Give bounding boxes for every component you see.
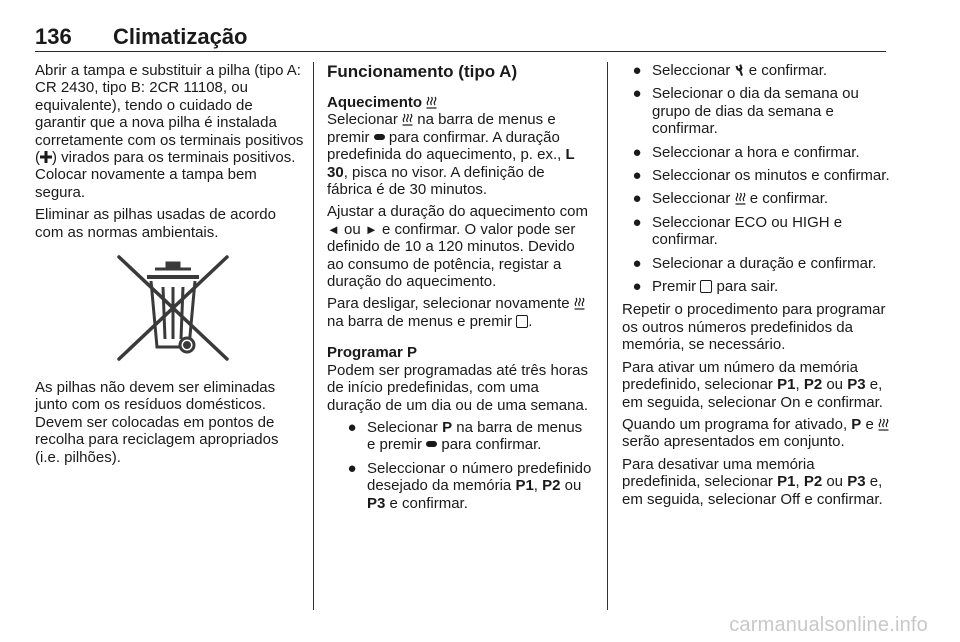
list-item: ● Premir para sair. (632, 278, 779, 296)
heating-icon (426, 96, 437, 109)
deactivate-paragraph: Para desativar uma memória predefinida, selecionar P1, P2 ou P3 e, em seguida, selecionar Off e confirmar. (622, 455, 883, 508)
battery-paragraph: Abrir a tampa e substituir a pilha (tipo A: CR 2430, tipo B: 2CR 11108, ou equivalente), tendo o cuidado de garantir que a nova pilha é instalada corretamente com os terminais positivos ( ) virados para os terminais positivos. Colocar novamente a tampa bem segura. (35, 62, 304, 201)
program-paragraph: Podem ser programadas até três horas de início predefinidas, com uma duração de um dia ou de uma semana. (327, 361, 588, 414)
heating-icon (402, 113, 413, 126)
left-arrow-icon: ◄ (327, 221, 340, 237)
heating-icon (574, 297, 585, 310)
heating-paragraph-1: Selecionar na barra de menus e premir para confirmar. A duração predefinida do aquecimento, p. ex., L 30, pisca no visor. A definição de fábrica é de 30 minutos. (327, 111, 575, 199)
back-button-icon (700, 280, 712, 293)
page-header (35, 24, 886, 52)
repeat-paragraph: Repetir o procedimento para programar os outros números predefinidos da memória, se necessário. (622, 301, 886, 354)
section-title: Funcionamento (tipo A) (327, 62, 518, 81)
column-divider (607, 62, 608, 610)
watermark: carmanualsonline.info (729, 614, 928, 636)
page-number: 136 (35, 24, 72, 49)
column-divider (313, 62, 314, 610)
heating-heading: Aquecimento (327, 94, 593, 111)
list-item: ● Seleccionar os minutos e confirmar. (632, 167, 890, 185)
list-item: ● Seleccionar a hora e confirmar. (632, 143, 860, 161)
list-item: ● Seleccionar o número predefinido desejado da memória P1, P2 ou P3 e confirmar. (347, 459, 592, 512)
list-item: ● Selecionar o dia da semana ou grupo de dias da semana e confirmar. (632, 85, 859, 138)
program-heading: Programar P (327, 344, 418, 362)
list-item: ● Selecionar a duração e confirmar. (632, 254, 877, 272)
disposal-paragraph: Eliminar as pilhas usadas de acordo com as normas ambientais. (35, 206, 276, 241)
list-item: ● Seleccionar ECO ou HIGH e confirmar. (632, 213, 843, 249)
heating-icon (735, 192, 746, 205)
back-button-icon (516, 315, 528, 328)
crossed-out-bin-icon (113, 255, 233, 363)
page-title: Climatização (113, 24, 248, 49)
ok-button-icon (374, 134, 385, 140)
column-3 (622, 62, 890, 513)
plus-icon (40, 151, 52, 163)
heating-paragraph-3: Para desligar, selecionar novamente na barra de menus e premir . (327, 295, 593, 330)
column-1 (35, 62, 305, 471)
ok-button-icon (426, 441, 437, 447)
activate-paragraph: Para ativar um número da memória predefinido, selecionar P1, P2 ou P3 e, em seguida, selecionar On e confirmar. (622, 358, 883, 411)
column-2 (327, 62, 593, 518)
list-item: ● Seleccionar e confirmar. (632, 62, 828, 79)
list-item: ● Selecionar P na barra de menus e premir para confirmar. (347, 418, 583, 454)
right-arrow-icon: ► (364, 221, 378, 237)
heating-paragraph-2: Ajustar a duração do aquecimento com ◄ ou ► e confirmar. O valor pode ser definido de 10 a 120 minutos. Devido ao consumo de potência, registar a duração do aquecimento. (327, 203, 588, 291)
list-item: ● Seleccionar e confirmar. (632, 190, 829, 208)
wrench-icon (735, 64, 745, 77)
active-program-paragraph: Quando um programa for ativado, P e serão apresentados em conjunto. (622, 416, 890, 451)
recycling-paragraph: As pilhas não devem ser eliminadas junto com os resíduos domésticos. Devem ser colocadas em pontos de recolha para reciclagem apropriados (i.e. pilhões). (35, 379, 279, 466)
heating-icon (878, 418, 889, 431)
